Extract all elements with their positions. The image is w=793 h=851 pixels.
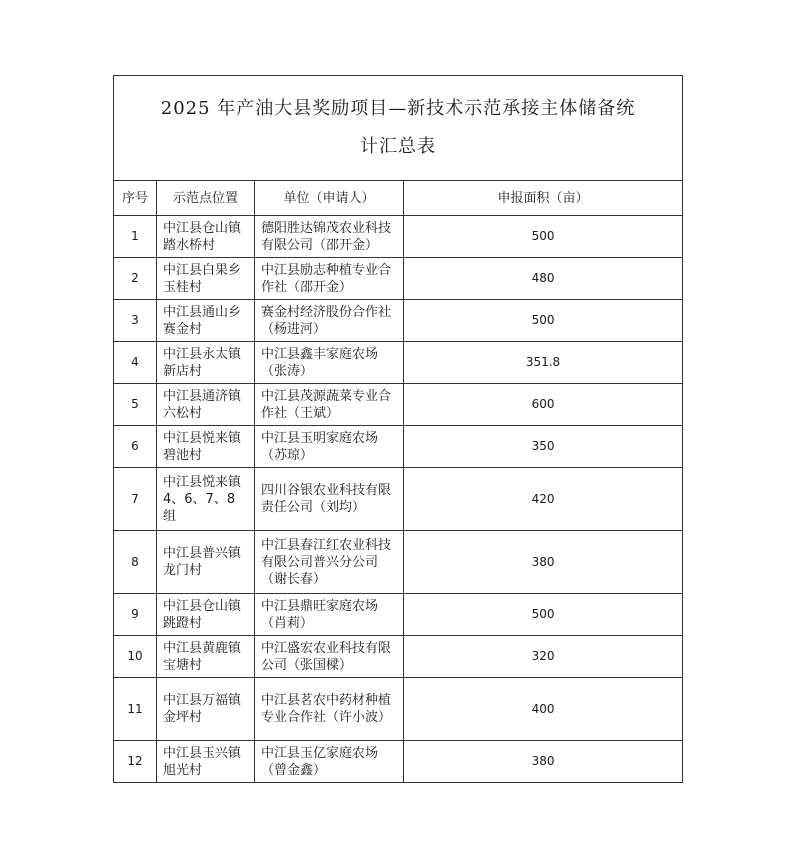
row-location: 中江县通济镇六松村	[157, 384, 255, 426]
row-location: 中江县万福镇金坪村	[157, 678, 255, 741]
row-unit: 中江盛宏农业科技有限公司（张国樑）	[255, 636, 404, 678]
row-area: 380	[404, 531, 683, 594]
row-unit: 赛金村经济股份合作社（杨进河）	[255, 300, 404, 342]
table-row	[114, 678, 683, 741]
row-unit: 中江县鑫丰家庭农场（张涛）	[255, 342, 404, 384]
table-row	[114, 384, 683, 426]
header-area: 申报面积（亩）	[404, 181, 683, 216]
header-unit: 单位（申请人）	[255, 181, 404, 216]
table-row	[114, 468, 683, 531]
row-area: 320	[404, 636, 683, 678]
row-unit: 德阳胜达锦茂农业科技有限公司（邵开金）	[255, 216, 404, 258]
row-area: 350	[404, 426, 683, 468]
row-area: 500	[404, 300, 683, 342]
row-location: 中江县悦来镇 4、6、7、8 组	[157, 468, 255, 531]
table-row	[114, 216, 683, 258]
header-index: 序号	[114, 181, 157, 216]
table-row	[114, 594, 683, 636]
table-row	[114, 741, 683, 783]
row-index: 1	[114, 216, 157, 258]
table-row	[114, 636, 683, 678]
row-unit: 中江县玉亿家庭农场（曾金鑫）	[255, 741, 404, 783]
row-index: 3	[114, 300, 157, 342]
row-unit: 中江县励志种植专业合作社（邵开金）	[255, 258, 404, 300]
row-unit: 中江县茗农中药材种植专业合作社（许小波）	[255, 678, 404, 741]
table-row	[114, 300, 683, 342]
table-row	[114, 342, 683, 384]
row-index: 4	[114, 342, 157, 384]
table-title: 2025 年产油大县奖励项目—新技术示范承接主体储备统计汇总表	[114, 76, 683, 181]
title-row	[114, 76, 683, 181]
row-location: 中江县玉兴镇旭光村	[157, 741, 255, 783]
row-area: 380	[404, 741, 683, 783]
row-unit: 中江县玉明家庭农场（苏琼）	[255, 426, 404, 468]
row-index: 8	[114, 531, 157, 594]
row-location: 中江县白果乡玉桂村	[157, 258, 255, 300]
row-area: 420	[404, 468, 683, 531]
header-row	[114, 181, 683, 216]
row-area: 500	[404, 594, 683, 636]
row-location: 中江县仓山镇跳蹬村	[157, 594, 255, 636]
row-location: 中江县永太镇新店村	[157, 342, 255, 384]
row-index: 11	[114, 678, 157, 741]
summary-table	[113, 75, 683, 783]
row-index: 5	[114, 384, 157, 426]
row-unit: 中江县茂源蔬菜专业合作社（王斌）	[255, 384, 404, 426]
row-index: 7	[114, 468, 157, 531]
row-index: 12	[114, 741, 157, 783]
row-area: 351.8	[404, 342, 683, 384]
table-row	[114, 258, 683, 300]
row-location: 中江县普兴镇龙门村	[157, 531, 255, 594]
row-area: 480	[404, 258, 683, 300]
row-area: 400	[404, 678, 683, 741]
row-location: 中江县通山乡赛金村	[157, 300, 255, 342]
table-body	[114, 216, 683, 783]
table-row	[114, 531, 683, 594]
row-index: 10	[114, 636, 157, 678]
table-row	[114, 426, 683, 468]
row-location: 中江县悦来镇碧池村	[157, 426, 255, 468]
row-index: 2	[114, 258, 157, 300]
header-location: 示范点位置	[157, 181, 255, 216]
row-unit: 中江县鼎旺家庭农场（肖莉）	[255, 594, 404, 636]
row-unit: 中江县春江红农业科技有限公司普兴分公司（谢长春）	[255, 531, 404, 594]
row-unit: 四川谷银农业科技有限责任公司（刘均）	[255, 468, 404, 531]
row-index: 9	[114, 594, 157, 636]
row-area: 500	[404, 216, 683, 258]
row-index: 6	[114, 426, 157, 468]
row-location: 中江县黄鹿镇宝塘村	[157, 636, 255, 678]
row-area: 600	[404, 384, 683, 426]
row-location: 中江县仓山镇踏水桥村	[157, 216, 255, 258]
